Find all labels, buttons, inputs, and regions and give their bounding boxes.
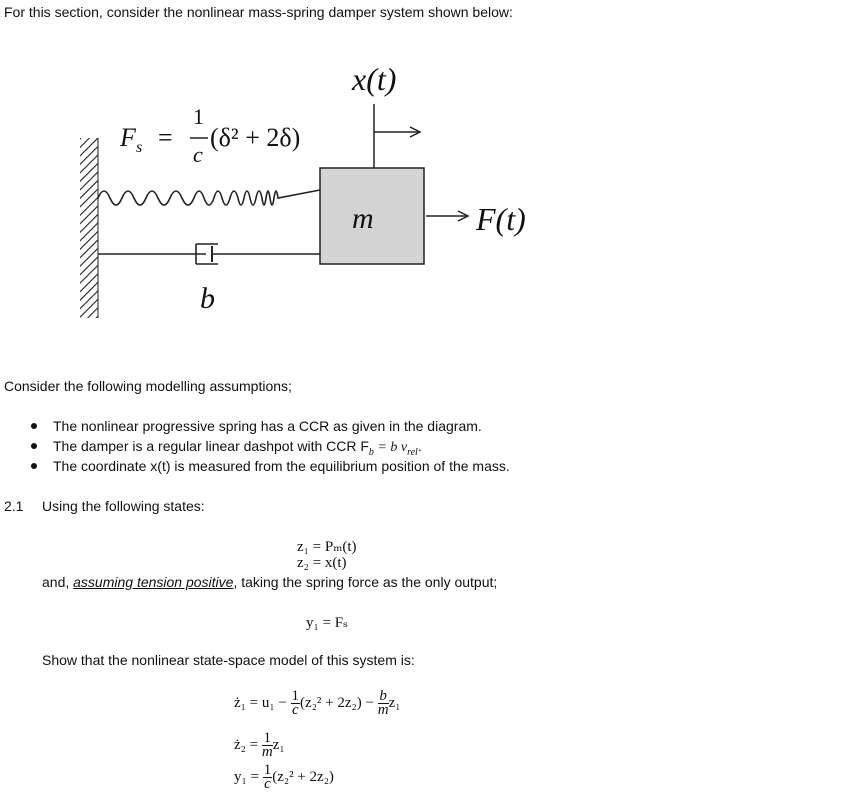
bullet-3 [31, 463, 37, 469]
fs-den: c [193, 142, 203, 167]
assumptions-heading: Consider the following modelling assumptions; [4, 378, 292, 394]
l3-end: (z₂² + 2z₂) [272, 768, 334, 785]
model-line-2 [234, 732, 285, 759]
section-text: Using the following states: [42, 498, 205, 514]
bullet-1 [31, 423, 37, 429]
model-line-3 [234, 764, 334, 791]
fs-num: 1 [193, 104, 204, 129]
assumption-1: The nonlinear progressive spring has a CCR as given in the diagram. [53, 418, 482, 434]
fs-rhs: (δ² + 2δ) [210, 123, 301, 152]
l3-den: c [264, 776, 271, 792]
damper-period: . [417, 438, 422, 454]
l1-num-1: 1 [291, 688, 300, 704]
tension-positive-emphasis: assuming tension positive [73, 574, 234, 590]
l1-mid: (z₂² + 2z₂) − [300, 694, 374, 711]
fs-sub: s [136, 139, 143, 156]
l2-den: m [261, 744, 273, 760]
l1-end: z₁ [388, 694, 401, 711]
l3-num: 1 [263, 762, 272, 778]
section-number: 2.1 [4, 498, 24, 514]
damper-ccr-tail: = b v [373, 440, 408, 455]
mass-spring-damper-diagram [0, 40, 842, 380]
show-text: Show that the nonlinear state-space model of this system is: [42, 652, 415, 668]
fs-lhs: F [120, 123, 136, 152]
l1-num-2: b [379, 688, 387, 704]
state-z1: z₁ = Pₘ(t) [297, 539, 357, 555]
assumption-3: The coordinate x(t) is measured from the equilibrium position of the mass. [53, 458, 510, 474]
bullet-2 [31, 443, 37, 449]
fs-eq: = [158, 123, 173, 152]
l2-end: z₁ [272, 736, 285, 753]
model-line-1 [234, 690, 400, 717]
force-label: F(t) [476, 201, 526, 237]
damper-sub-b: b [368, 446, 374, 458]
mass-label: m [352, 202, 374, 235]
and-suffix: , taking the spring force as the only output; [233, 574, 498, 590]
l3-lhs: y₁ = [234, 768, 259, 785]
and-prefix: and, [42, 574, 74, 590]
l1-lhs: ż₁ = u₁ − [234, 694, 287, 711]
l3-frac [263, 764, 273, 791]
and-line [42, 573, 497, 591]
output-equation: y₁ = Fₛ [306, 615, 349, 631]
spring [98, 190, 320, 205]
intro-text: For this section, consider the nonlinear mass-spring damper system shown below: [4, 4, 513, 20]
assumption-2-text: The damper is a regular linear dashpot with CCR F [53, 438, 369, 454]
state-z2: z₂ = x(t) [297, 555, 347, 571]
l1-den-1: c [291, 702, 299, 718]
l2-lhs: ż₂ = [234, 736, 259, 753]
xt-label: x(t) [352, 61, 397, 97]
l2-num: 1 [263, 730, 272, 746]
l1-frac-1 [291, 690, 301, 717]
l2-frac [262, 732, 273, 759]
l1-den-2: m [377, 702, 389, 718]
damper-label: b [200, 282, 215, 315]
l1-frac-2 [378, 690, 389, 717]
damper-sub-rel: rel [407, 446, 418, 458]
wall-hatching [80, 138, 98, 318]
